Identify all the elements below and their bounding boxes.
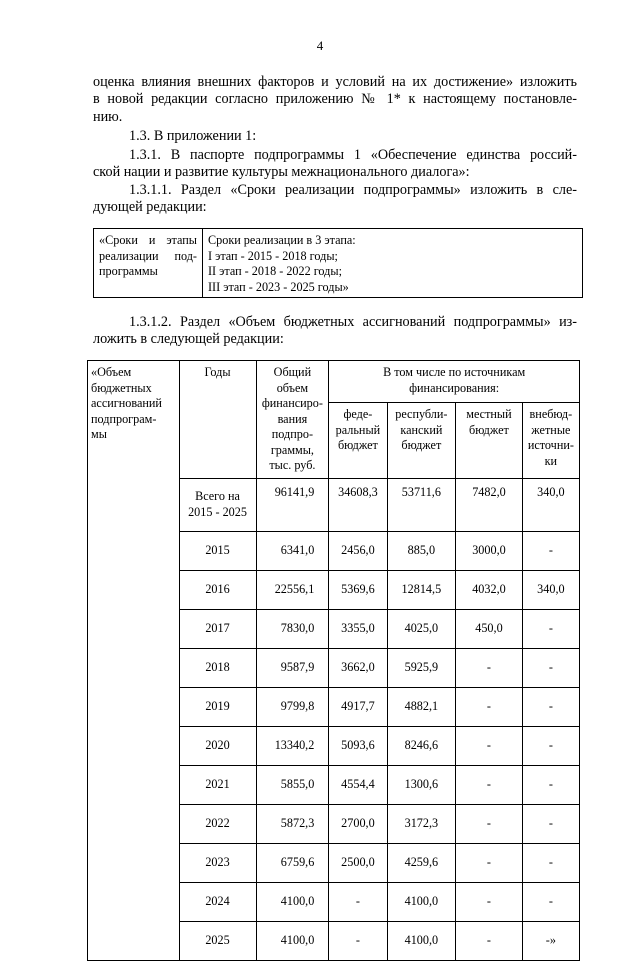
cell-federal: 5093,6 (329, 726, 387, 765)
year-cell (179, 804, 256, 843)
cell-local: - (456, 921, 523, 960)
cell-total: 13340,2 (256, 726, 329, 765)
cell-off: - (522, 804, 579, 843)
year-line: Всего на (195, 489, 240, 503)
cell-republic: 3172,3 (387, 804, 456, 843)
section-1-3-1-line: 1.3.1. В паспорте подпрограммы 1 «Обеспечение единства россий- (129, 147, 577, 163)
cell-local: - (456, 648, 523, 687)
cell-off: - (522, 726, 579, 765)
header-republic-line: канский (400, 422, 443, 437)
intro-line: оценка влияния внешних факторов и условий на их достижение» изложить (93, 74, 577, 90)
header-federal-line: ральный (335, 422, 381, 437)
header-federal (329, 403, 387, 478)
year-cell (179, 765, 256, 804)
year-line: 2023 (205, 854, 230, 869)
year-line: 2019 (205, 698, 230, 713)
cell-total: 6341,0 (256, 531, 329, 570)
section-1-3-1-1-line: дующей редакции: (93, 199, 207, 216)
terms-label-line: программы (99, 264, 158, 278)
cell-local: 4032,0 (456, 570, 523, 609)
cell-off: - (522, 687, 579, 726)
year-line: 2018 (205, 659, 230, 674)
page-number: 4 (316, 38, 324, 53)
cell-republic: 1300,6 (387, 765, 456, 804)
cell-off: - (522, 648, 579, 687)
cell-total: 5855,0 (256, 765, 329, 804)
year-line: 2015 (205, 542, 230, 557)
header-offbudget-line: жетные (531, 422, 571, 437)
cell-federal: 4917,7 (329, 687, 387, 726)
budget-label-line: мы (91, 427, 107, 441)
cell-federal: 34608,3 (329, 478, 387, 531)
header-local (456, 403, 523, 478)
cell-republic: 4259,6 (387, 843, 456, 882)
cell-federal: 2500,0 (329, 843, 387, 882)
cell-total: 4100,0 (256, 921, 329, 960)
section-1-3-1-1-line: 1.3.1.1. Раздел «Сроки реализации подпрограммы» изложить в сле- (129, 182, 577, 198)
cell-off: - (522, 882, 579, 921)
year-cell (179, 882, 256, 921)
header-republic-line: республи- (395, 407, 448, 422)
cell-republic: 4100,0 (387, 882, 456, 921)
cell-federal: 4554,4 (329, 765, 387, 804)
header-sources (329, 361, 580, 403)
year-line: 2016 (205, 581, 230, 596)
year-cell (179, 726, 256, 765)
cell-total: 9799,8 (256, 687, 329, 726)
section-1-3-1 (93, 147, 577, 182)
cell-local: - (456, 843, 523, 882)
header-offbudget-line: источни- (527, 438, 574, 453)
budget-label-line: подпрограм- (91, 411, 157, 426)
cell-off: 340,0 (522, 570, 579, 609)
terms-label-line: реализации под- (99, 248, 197, 263)
terms-row (94, 229, 583, 298)
year-line: 2022 (205, 815, 230, 830)
year-cell (179, 921, 256, 960)
year-line: 2020 (205, 737, 230, 752)
cell-federal: 2456,0 (329, 531, 387, 570)
cell-local: - (456, 726, 523, 765)
year-cell (179, 531, 256, 570)
cell-republic: 4025,0 (387, 609, 456, 648)
header-offbudget-line: внебюд- (529, 407, 573, 422)
header-offbudget (522, 403, 579, 478)
cell-federal: 3355,0 (329, 609, 387, 648)
intro-line: в новой редакции согласно приложению № 1* к настоящему постановле- (93, 91, 577, 108)
cell-total: 9587,9 (256, 648, 329, 687)
terms-value-line: III этап - 2023 - 2025 годы» (208, 279, 349, 294)
cell-federal: - (329, 921, 387, 960)
year-cell (179, 687, 256, 726)
cell-local: - (456, 765, 523, 804)
year-line: 2021 (205, 776, 230, 791)
section-1-3-1-2-line: 1.3.1.2. Раздел «Объем бюджетных ассигнований подпрограммы» из- (129, 314, 577, 330)
year-cell (179, 648, 256, 687)
header-total-line: Общий (273, 365, 312, 379)
cell-local: - (456, 687, 523, 726)
header-federal-line: феде- (343, 407, 373, 422)
header-republic-line: бюджет (401, 438, 442, 453)
cell-total: 22556,1 (256, 570, 329, 609)
cell-local: 7482,0 (456, 478, 523, 531)
intro-line: нию. (93, 108, 123, 125)
cell-local: 3000,0 (456, 531, 523, 570)
header-total-line: объем (276, 380, 309, 395)
cell-republic: 885,0 (387, 531, 456, 570)
cell-off: - (522, 609, 579, 648)
section-1-3 (93, 128, 577, 145)
year-cell (179, 570, 256, 609)
cell-republic: 53711,6 (387, 478, 456, 531)
terms-label-line: «Сроки и этапы (99, 233, 197, 247)
cell-republic: 4882,1 (387, 687, 456, 726)
cell-off: -» (522, 921, 579, 960)
header-federal-line: бюджет (337, 438, 378, 453)
budget-header-row (88, 361, 580, 403)
cell-total: 5872,3 (256, 804, 329, 843)
cell-local: 450,0 (456, 609, 523, 648)
year-line: 2017 (205, 620, 230, 635)
cell-republic: 12814,5 (387, 570, 456, 609)
terms-value-line: Сроки реализации в 3 этапа: (208, 233, 356, 247)
header-total (256, 361, 329, 479)
cell-local: - (456, 882, 523, 921)
budget-table (87, 360, 580, 961)
intro-paragraph (93, 74, 577, 126)
terms-value-line: I этап - 2015 - 2018 годы; (208, 248, 338, 263)
cell-local: - (456, 804, 523, 843)
header-republic (387, 403, 456, 478)
cell-total: 7830,0 (256, 609, 329, 648)
cell-off: - (522, 765, 579, 804)
cell-federal: 2700,0 (329, 804, 387, 843)
year-cell (179, 843, 256, 882)
cell-off: 340,0 (522, 478, 579, 531)
cell-republic: 4100,0 (387, 921, 456, 960)
cell-total: 96141,9 (256, 478, 329, 531)
section-1-3-1-2-line: ложить в следующей редакции: (93, 331, 284, 348)
cell-federal: - (329, 882, 387, 921)
section-1-3-1-1 (93, 182, 577, 217)
header-sources-line: финансирования: (409, 380, 500, 395)
header-years: Годы (179, 361, 256, 479)
header-total-line: вания (277, 411, 308, 426)
cell-off: - (522, 843, 579, 882)
header-sources-line: В том числе по источникам (383, 365, 526, 379)
budget-label-line: «Объем (91, 365, 132, 379)
section-1-3-1-line: ской нации и развитие культуры межнационального диалога»: (93, 164, 470, 181)
section-1-3-text: 1.3. В приложении 1: (129, 128, 257, 144)
budget-label-line: ассигнований (91, 396, 162, 410)
cell-federal: 3662,0 (329, 648, 387, 687)
budget-label-line: бюджетных (91, 380, 152, 395)
cell-republic: 8246,6 (387, 726, 456, 765)
cell-republic: 5925,9 (387, 648, 456, 687)
header-local-line: бюджет (469, 422, 509, 437)
year-line: 2015 - 2025 (188, 504, 247, 519)
header-total-line: финансиро- (261, 396, 323, 410)
cell-total: 6759,6 (256, 843, 329, 882)
section-1-3-1-2 (93, 314, 577, 349)
budget-label-cell (88, 361, 180, 961)
header-local-line: местный (466, 407, 512, 422)
year-cell (179, 609, 256, 648)
cell-federal: 5369,6 (329, 570, 387, 609)
terms-table (93, 228, 583, 298)
year-line: 2025 (205, 932, 230, 947)
header-total-line: граммы, (270, 442, 314, 457)
terms-value-line: II этап - 2018 - 2022 годы; (208, 264, 342, 278)
terms-value-cell (203, 229, 583, 298)
terms-label-cell (94, 229, 203, 298)
year-cell (179, 478, 256, 531)
header-offbudget-line: ки (544, 453, 558, 468)
year-line: 2024 (205, 893, 230, 908)
header-total-line: тыс. руб. (269, 458, 316, 472)
cell-off: - (522, 531, 579, 570)
header-total-line: подпро- (271, 427, 314, 441)
cell-total: 4100,0 (256, 882, 329, 921)
